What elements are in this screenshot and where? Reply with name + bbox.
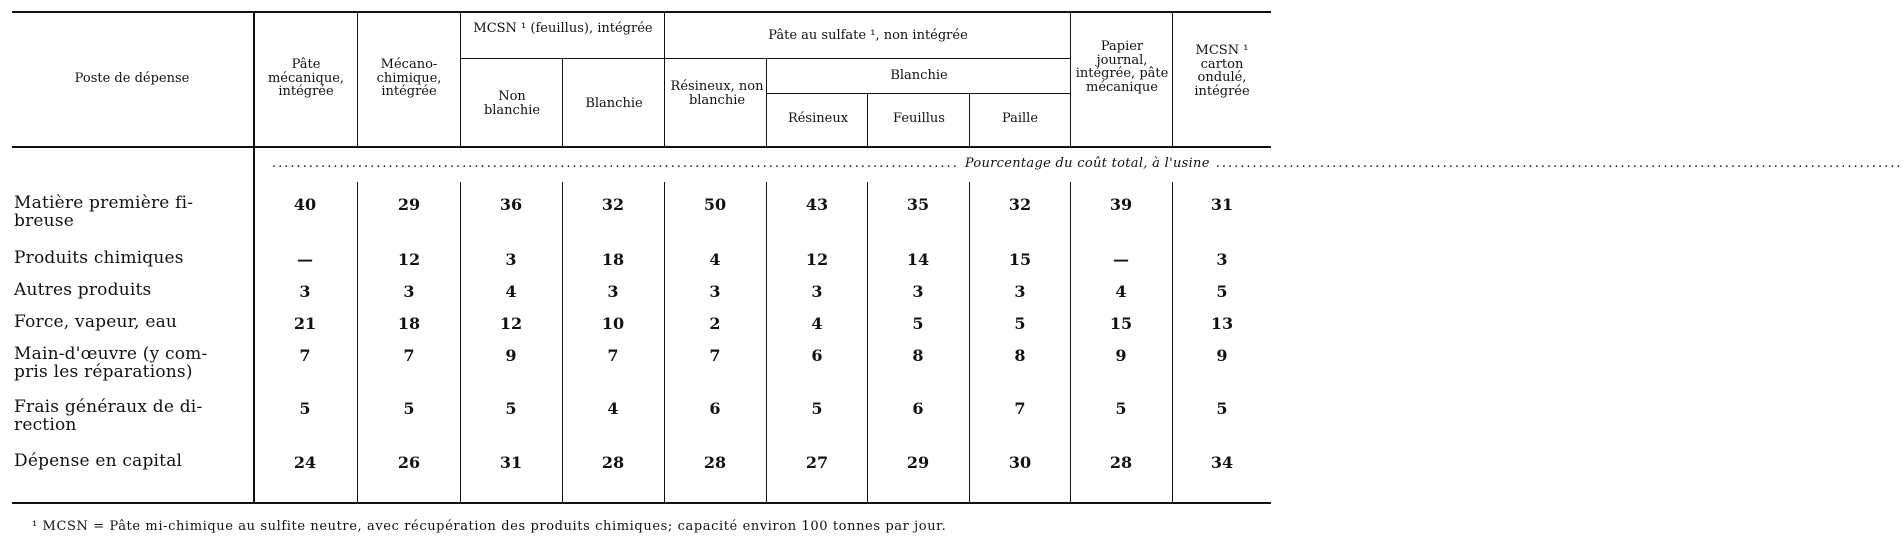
table-cell: 3 xyxy=(299,282,311,301)
table-cell: 29 xyxy=(906,453,930,472)
table-cell: 36 xyxy=(499,195,523,214)
table-cell: 3 xyxy=(403,282,415,301)
header-mcsn-group: MCSN ¹ (feuillus), intégrée xyxy=(473,21,653,36)
table-cell: 4 xyxy=(811,314,823,333)
header-pate-mecanique: Pâte mécanique, intégrée xyxy=(267,57,345,100)
col-rule-5 xyxy=(664,11,665,147)
col-rule-8 xyxy=(969,93,970,147)
table-cell: 39 xyxy=(1109,195,1133,214)
header-poste: Poste de dépense xyxy=(74,71,190,86)
rule-group-sulfate xyxy=(664,58,1071,59)
table-cell: 26 xyxy=(397,453,421,472)
table-cell: 12 xyxy=(397,250,421,269)
pct-dots-left: ................................................................................................................ xyxy=(272,156,959,171)
table-cell: 6 xyxy=(811,346,823,365)
row-label: Matière première fi- breuse xyxy=(14,193,194,231)
table-cell: 30 xyxy=(1008,453,1032,472)
table-cell: 3 xyxy=(505,250,517,269)
row-label: Produits chimiques xyxy=(14,248,184,268)
col-rule-2 xyxy=(357,11,358,147)
table-cell: 5 xyxy=(1216,282,1228,301)
table-cell: 3 xyxy=(912,282,924,301)
table-cell: 18 xyxy=(601,250,625,269)
pct-label: Pourcentage du coût total, à l'usine xyxy=(964,156,1210,171)
table-cell: 9 xyxy=(1216,346,1228,365)
table-cell: 5 xyxy=(1115,399,1127,418)
table-cell: 7 xyxy=(607,346,619,365)
table-cell: 6 xyxy=(912,399,924,418)
table-cell: 5 xyxy=(505,399,517,418)
table-cell: 5 xyxy=(403,399,415,418)
table-cell: 7 xyxy=(1014,399,1026,418)
table-cell: 15 xyxy=(1109,314,1133,333)
col-rule-6b xyxy=(766,182,767,504)
table-cell: 3 xyxy=(709,282,721,301)
table-cell: 21 xyxy=(293,314,317,333)
table-cell: 32 xyxy=(601,195,625,214)
table-cell: 12 xyxy=(805,250,829,269)
table-cell: 5 xyxy=(1216,399,1228,418)
pct-dots-right: ................................................................................................................ xyxy=(1215,156,1903,171)
table-cell: 3 xyxy=(811,282,823,301)
col-rule-3b xyxy=(460,182,461,504)
header-papier-journal: Papier journal, intégrée, pâte mécanique xyxy=(1075,39,1169,95)
header-resineux-non-blanchie: Résineux, non blanchie xyxy=(670,79,764,108)
row-label: Autres produits xyxy=(14,280,152,300)
table-cell: 28 xyxy=(601,453,625,472)
table-cell: 9 xyxy=(1115,346,1127,365)
col-rule-1 xyxy=(253,11,255,504)
table-cell: 7 xyxy=(299,346,311,365)
col-rule-6 xyxy=(766,58,767,147)
table-cell: 12 xyxy=(499,314,523,333)
table-cell: 50 xyxy=(703,195,727,214)
header-blanchie-group: Blanchie xyxy=(890,68,948,83)
col-rule-3 xyxy=(460,11,461,147)
table-cell: 18 xyxy=(397,314,421,333)
table-cell: 5 xyxy=(912,314,924,333)
col-rule-9 xyxy=(1070,11,1071,147)
table-cell: 5 xyxy=(811,399,823,418)
pourcentage-row xyxy=(272,156,1903,171)
table-cell: 7 xyxy=(709,346,721,365)
footnote: ¹ MCSN = Pâte mi-chimique au sulfite neutre, avec récupération des produits chimiques; capacité environ 100 tonnes par jour. xyxy=(32,519,947,534)
table-cell: 6 xyxy=(709,399,721,418)
col-rule-5b xyxy=(664,182,665,504)
table-cell: 3 xyxy=(607,282,619,301)
table-cell: 29 xyxy=(397,195,421,214)
table-cell: 8 xyxy=(1014,346,1026,365)
header-paille: Paille xyxy=(1001,111,1039,126)
header-mcsn-non-blanchie: Non blanchie xyxy=(483,89,541,118)
row-label: Frais généraux de di- rection xyxy=(14,397,203,435)
col-rule-9b xyxy=(1070,182,1071,504)
table-cell: 13 xyxy=(1210,314,1234,333)
col-rule-2b xyxy=(357,182,358,504)
table-cell: 10 xyxy=(601,314,625,333)
table-cell: — xyxy=(297,250,313,269)
header-feuillus: Feuillus xyxy=(893,111,945,126)
table-cell: 4 xyxy=(505,282,517,301)
table-cell: 28 xyxy=(1109,453,1133,472)
row-label: Dépense en capital xyxy=(14,451,183,471)
col-rule-7 xyxy=(867,93,868,147)
col-rule-10b xyxy=(1172,182,1173,504)
table-cell: 15 xyxy=(1008,250,1032,269)
col-rule-8b xyxy=(969,182,970,504)
row-label: Force, vapeur, eau xyxy=(14,312,178,332)
table-cell: 34 xyxy=(1210,453,1234,472)
table-cell: 32 xyxy=(1008,195,1032,214)
rule-header-bottom xyxy=(12,146,1271,148)
table-cell: 4 xyxy=(607,399,619,418)
table-cell: 4 xyxy=(709,250,721,269)
table-cell: 43 xyxy=(805,195,829,214)
table-cell: 5 xyxy=(299,399,311,418)
table-cell: 31 xyxy=(499,453,523,472)
rule-group-blanchie xyxy=(766,93,1071,94)
table-cell: 40 xyxy=(293,195,317,214)
col-rule-4 xyxy=(562,58,563,147)
header-mecano-chimique: Mécano-chimique, intégrée xyxy=(376,57,442,100)
table-cell: 31 xyxy=(1210,195,1234,214)
rule-top xyxy=(12,11,1271,13)
col-rule-7b xyxy=(867,182,868,504)
table-cell: 4 xyxy=(1115,282,1127,301)
header-resineux: Résineux xyxy=(787,111,849,126)
table-cell: 3 xyxy=(1216,250,1228,269)
table-cell: 8 xyxy=(912,346,924,365)
table-cell: 28 xyxy=(703,453,727,472)
table-cell: 9 xyxy=(505,346,517,365)
col-rule-4b xyxy=(562,182,563,504)
row-label: Main-d'œuvre (y com- pris les réparations) xyxy=(14,344,208,382)
table-cell: 24 xyxy=(293,453,317,472)
table-cell: 3 xyxy=(1014,282,1026,301)
table-cell: 7 xyxy=(403,346,415,365)
table-cell: — xyxy=(1113,250,1129,269)
table-cell: 2 xyxy=(709,314,721,333)
col-rule-10 xyxy=(1172,11,1173,147)
table-cell: 27 xyxy=(805,453,829,472)
rule-bottom xyxy=(12,502,1271,504)
header-mcsn-carton: MCSN ¹ carton ondulé, intégrée xyxy=(1194,43,1250,99)
header-sulfate-group: Pâte au sulfate ¹, non intégrée xyxy=(768,28,968,43)
header-mcsn-blanchie: Blanchie xyxy=(585,96,643,111)
table-cell: 5 xyxy=(1014,314,1026,333)
table-cell: 14 xyxy=(906,250,930,269)
table-cell: 35 xyxy=(906,195,930,214)
